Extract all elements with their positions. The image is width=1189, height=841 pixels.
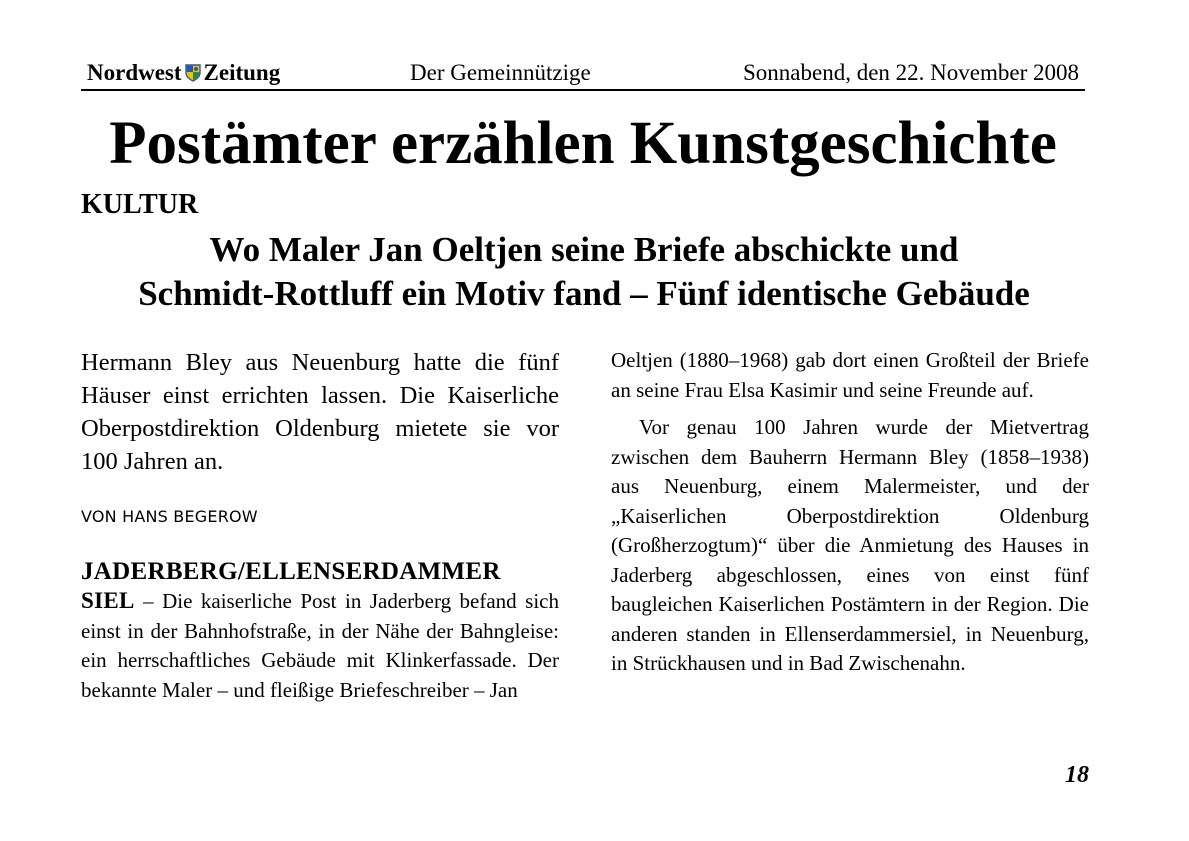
- body-paragraph-2: Vor genau 100 Jahren wurde der Mietvertrag zwischen dem Bauherrn Hermann Bley (1858–1938) aus Neuenburg, einem Malermeister, und der „Kaiserlichen Oberpostdirektion Oldenburg (Großherzogtum)“ über die Anmietung des Hauses in Jaderberg abgeschlossen, eines von einst fünf baugleichen Kaiserlichen Postämtern in der Region. Die anderen standen in Ellenserdammersiel, in Neuenburg, in Strückhausen und in Bad Zwischenahn.: [611, 415, 1089, 675]
- article-headline: Postämter erzählen Kunstgeschichte: [109, 110, 1057, 177]
- subhead-line-1: Wo Maler Jan Oeltjen seine Briefe abschickte und: [209, 230, 959, 269]
- dateline: JADERBERG/ELLENSERDAMMER: [81, 558, 501, 585]
- coat-of-arms-icon: [185, 60, 201, 90]
- issue-date: Sonnabend, den 22. November 2008: [743, 60, 1079, 85]
- column-right: [611, 346, 1089, 679]
- body-text-col1: – Die kaiserliche Post in Jaderberg befand sich einst in der Bahnhofstraße, in der Nähe der Bahngleise: ein herrschaftliches Gebäude mit Klinkerfassade. Der bekannte Maler – und fleißige Briefeschreiber – Jan: [81, 589, 559, 702]
- paper-name-part1: Nordwest: [87, 60, 182, 85]
- body-paragraph-continued: Oeltjen (1880–1968) gab dort einen Großteil der Briefe an seine Frau Elsa Kasimir und seine Freunde auf.: [611, 348, 1089, 402]
- article-subhead: [81, 228, 1087, 316]
- newspaper-logo: [87, 58, 280, 90]
- page-number: 18: [1065, 762, 1089, 788]
- section-name: Der Gemeinnützige: [410, 60, 591, 85]
- column-left: [81, 346, 559, 705]
- body-paragraph: [81, 586, 559, 705]
- subhead-line-2: Schmidt-Rottluff ein Motiv fand – Fünf identische Gebäude: [138, 274, 1030, 313]
- section-kicker: KULTUR: [81, 189, 199, 220]
- author-byline: VON HANS BEGEROW: [81, 507, 258, 526]
- masthead: [81, 58, 1085, 91]
- paper-name-part2: Zeitung: [203, 60, 281, 85]
- article-lead: Hermann Bley aus Neuenburg hatte die fünf Häuser einst errichten lassen. Die Kaiserliche Oberpostdirektion Oldenburg mietete sie vor 100 Jahren an.: [81, 349, 559, 475]
- dateline-continuation: SIEL: [81, 588, 135, 613]
